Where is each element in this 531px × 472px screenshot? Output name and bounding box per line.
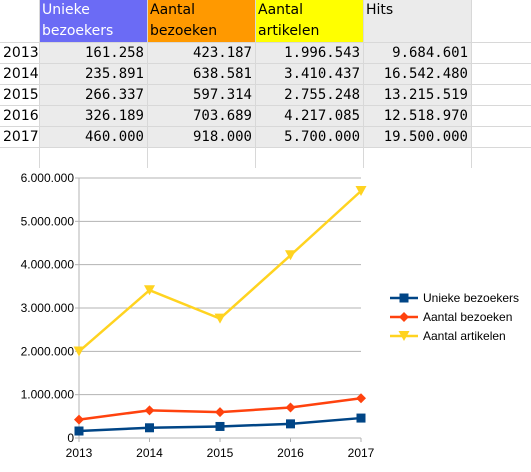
legend-marker[interactable] xyxy=(400,294,409,303)
cell-aantal-bezoeken[interactable]: 638.581 xyxy=(192,66,252,82)
data-point[interactable] xyxy=(145,423,154,432)
header-line-1: Aantal xyxy=(150,2,195,18)
cell-aantal-artikelen[interactable]: 1.996.543 xyxy=(284,45,360,61)
y-tick-label: 5.000.000 xyxy=(20,214,74,229)
y-tick-label: 3.000.000 xyxy=(20,301,74,315)
x-tick-label: 2017 xyxy=(347,446,375,460)
cell-aantal-artikelen[interactable]: 3.410.437 xyxy=(284,66,360,82)
cell-hits[interactable]: 12.518.970 xyxy=(383,108,468,124)
legend-label: Unieke bezoekers xyxy=(423,291,520,305)
cell-unieke-bezoekers[interactable]: 460.000 xyxy=(84,129,144,145)
line-chart[interactable] xyxy=(0,168,531,472)
cell-hits[interactable]: 13.215.519 xyxy=(383,87,468,103)
x-tick-label: 2015 xyxy=(206,446,234,460)
cell-aantal-bezoeken[interactable]: 703.689 xyxy=(192,108,252,124)
header-cell-aantal-artikelen[interactable] xyxy=(255,0,363,42)
cell-unieke-bezoekers[interactable]: 266.337 xyxy=(84,87,144,103)
header-line-2: artikelen xyxy=(258,23,320,39)
y-tick-label: 4.000.000 xyxy=(20,257,74,272)
row-year-2016[interactable]: 2016 xyxy=(3,108,39,124)
header-line-2: bezoeken xyxy=(150,23,218,39)
cell-aantal-bezoeken[interactable]: 597.314 xyxy=(192,87,252,103)
cell-hits[interactable]: 19.500.000 xyxy=(383,129,468,145)
header-line-2: bezoekers xyxy=(42,23,114,39)
row-year-2015[interactable]: 2015 xyxy=(3,87,39,103)
cell-hits[interactable]: 9.684.601 xyxy=(392,45,468,61)
cell-unieke-bezoekers[interactable]: 235.891 xyxy=(84,66,144,82)
cell-unieke-bezoekers[interactable]: 326.189 xyxy=(84,108,144,124)
cell-hits[interactable]: 16.542.480 xyxy=(383,66,468,82)
y-tick-label: 0 xyxy=(67,431,74,445)
cell-unieke-bezoekers[interactable]: 161.258 xyxy=(84,45,144,61)
y-tick-label: 6.000.000 xyxy=(20,171,74,185)
header-line-1: Unieke xyxy=(42,2,90,18)
spreadsheet-table xyxy=(0,0,531,168)
header-line-2: Hits xyxy=(366,2,394,18)
data-point[interactable] xyxy=(75,427,84,436)
legend-label: Aantal artikelen xyxy=(423,329,506,343)
cell-aantal-artikelen[interactable]: 5.700.000 xyxy=(284,129,360,145)
header-line-1: Aantal xyxy=(258,2,303,18)
data-point[interactable] xyxy=(286,419,295,428)
row-year-2017[interactable]: 2017 xyxy=(3,129,39,145)
x-tick-label: 2014 xyxy=(136,446,163,460)
legend-label: Aantal bezoeken xyxy=(423,310,513,324)
row-year-2013[interactable]: 2013 xyxy=(3,45,39,61)
data-point[interactable] xyxy=(216,422,225,431)
x-tick-label: 2016 xyxy=(277,446,304,460)
cell-aantal-bezoeken[interactable]: 423.187 xyxy=(192,45,252,61)
x-tick-label: 2013 xyxy=(65,446,93,460)
y-tick-label: 1.000.000 xyxy=(20,387,74,402)
header-cell-unieke-bezoekers[interactable] xyxy=(39,0,147,42)
cell-aantal-bezoeken[interactable]: 918.000 xyxy=(192,129,252,145)
data-point[interactable] xyxy=(357,414,366,423)
row-year-2014[interactable]: 2014 xyxy=(3,66,39,82)
header-cell-aantal-bezoeken[interactable] xyxy=(147,0,255,42)
header-cell-hits[interactable] xyxy=(363,0,471,42)
cell-aantal-artikelen[interactable]: 4.217.085 xyxy=(284,108,360,124)
legend[interactable] xyxy=(390,291,519,343)
y-tick-label: 2.000.000 xyxy=(20,344,74,359)
cell-aantal-artikelen[interactable]: 2.755.248 xyxy=(284,87,360,103)
